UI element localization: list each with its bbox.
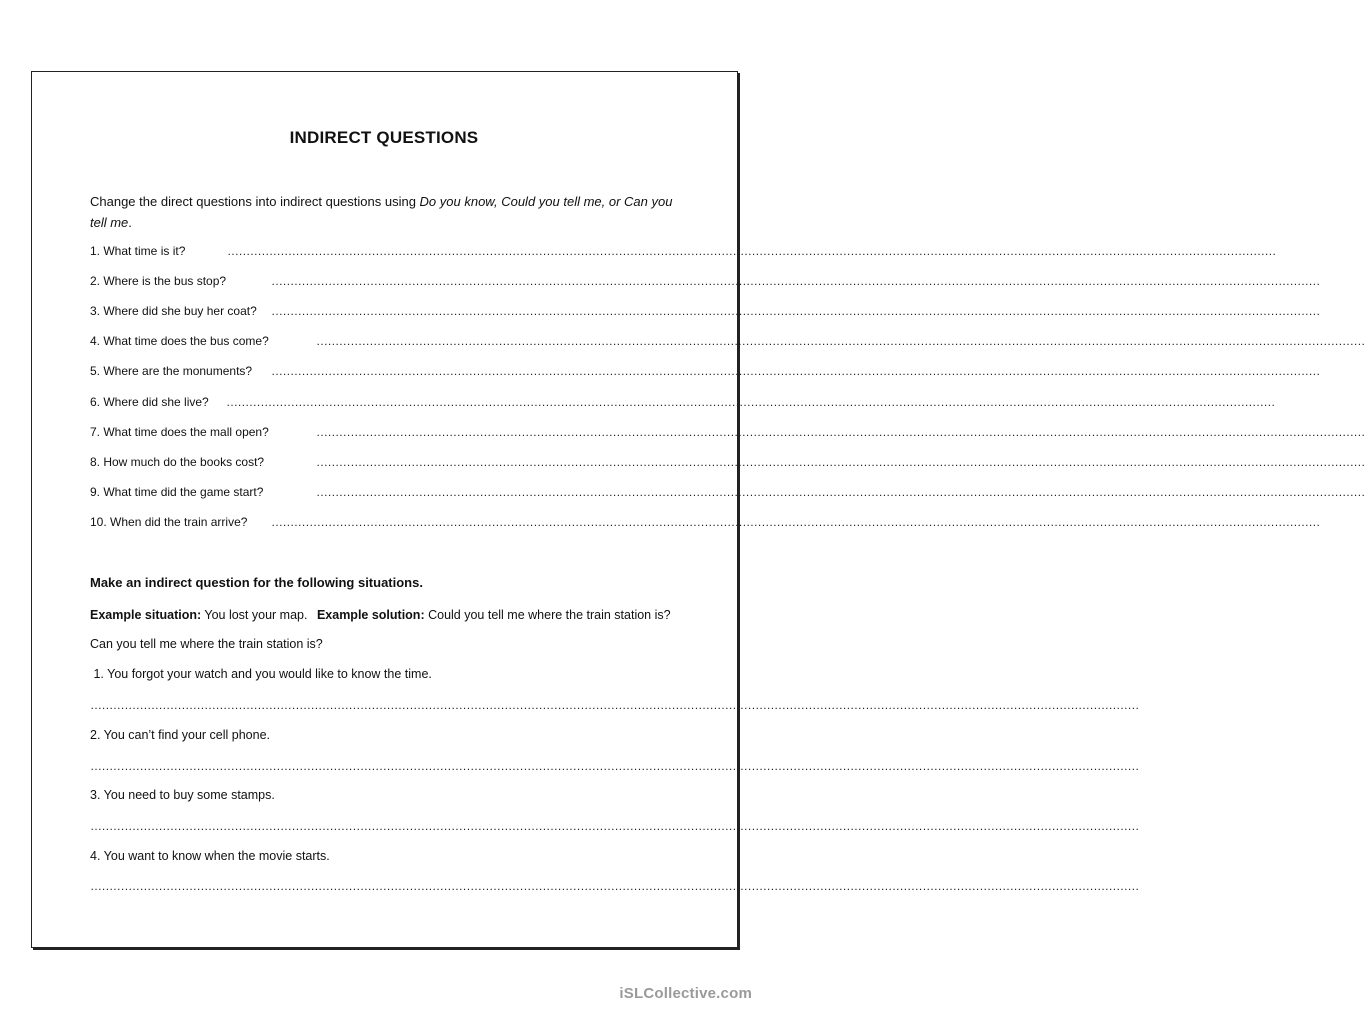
answer-line[interactable]: …………………………………………………………………………………………………………………………………………………………………………………………………………………………………………………… — [227, 244, 1276, 258]
example-line — [90, 606, 671, 624]
example-situation-label: Example situation: — [90, 608, 202, 622]
answer-line[interactable]: …………………………………………………………………………………………………………………………………………………………………………………………………………………………………………………… — [90, 819, 1139, 833]
instruction-end: . — [128, 215, 132, 230]
answer-line[interactable]: …………………………………………………………………………………………………………………………………………………………………………………………………………………………………………………… — [316, 455, 1365, 469]
situation-item: 4. You want to know when the movie starts. — [90, 849, 330, 863]
site-watermark: iSLCollective.com — [619, 985, 752, 1002]
question-text: 4. What time does the bus come? — [90, 334, 269, 348]
question-text: 10. When did the train arrive? — [90, 515, 248, 529]
example-solution-text: Could you tell me where the train station is? — [428, 608, 671, 622]
question-text: 5. Where are the monuments? — [90, 364, 253, 378]
situation-item: 2. You can’t find your cell phone. — [90, 728, 270, 742]
section-heading: Make an indirect question for the following situations. — [90, 575, 423, 590]
example-situation-text: You lost your map. — [204, 608, 308, 622]
answer-line[interactable]: …………………………………………………………………………………………………………………………………………………………………………………………………………………………………………………… — [90, 879, 1139, 893]
answer-line[interactable]: …………………………………………………………………………………………………………………………………………………………………………………………………………………………………………………… — [271, 274, 1320, 288]
example-solution-label: Example solution: — [316, 608, 425, 622]
question-text: 8. How much do the books cost? — [90, 455, 265, 469]
situation-item: 3. You need to buy some stamps. — [90, 788, 275, 802]
example-answer: Can you tell me where the train station is? — [90, 637, 323, 651]
answer-line[interactable]: …………………………………………………………………………………………………………………………………………………………………………………………………………………………………………………… — [316, 334, 1365, 348]
instruction-plain: Change the direct questions into indirect questions using — [90, 194, 420, 209]
question-text: 7. What time does the mall open? — [90, 425, 269, 439]
answer-line[interactable]: …………………………………………………………………………………………………………………………………………………………………………………………………………………………………………………… — [90, 698, 1139, 712]
answer-line[interactable]: …………………………………………………………………………………………………………………………………………………………………………………………………………………………………………………… — [316, 485, 1365, 499]
question-text: 9. What time did the game start? — [90, 485, 264, 499]
answer-line[interactable]: …………………………………………………………………………………………………………………………………………………………………………………………………………………………………………………… — [271, 304, 1320, 318]
question-text: 2. Where is the bus stop? — [90, 274, 227, 288]
answer-line[interactable]: …………………………………………………………………………………………………………………………………………………………………………………………………………………………………………………… — [271, 515, 1320, 529]
answer-line[interactable]: …………………………………………………………………………………………………………………………………………………………………………………………………………………………………………………… — [316, 425, 1365, 439]
instruction-italic: Do you know, Could you tell me, or Can you tell me — [90, 194, 673, 230]
question-text: 6. Where did she live? — [90, 395, 209, 409]
worksheet-title: INDIRECT QUESTIONS — [289, 128, 479, 147]
answer-line[interactable]: …………………………………………………………………………………………………………………………………………………………………………………………………………………………………………………… — [90, 759, 1139, 773]
instruction-text — [90, 191, 680, 233]
question-text: 1. What time is it? — [90, 244, 186, 258]
situation-item: 1. You forgot your watch and you would like to know the time. — [90, 667, 432, 681]
answer-line[interactable]: …………………………………………………………………………………………………………………………………………………………………………………………………………………………………………………… — [271, 364, 1320, 378]
answer-line[interactable]: …………………………………………………………………………………………………………………………………………………………………………………………………………………………………………………… — [226, 395, 1275, 409]
question-text: 3. Where did she buy her coat? — [90, 304, 257, 318]
